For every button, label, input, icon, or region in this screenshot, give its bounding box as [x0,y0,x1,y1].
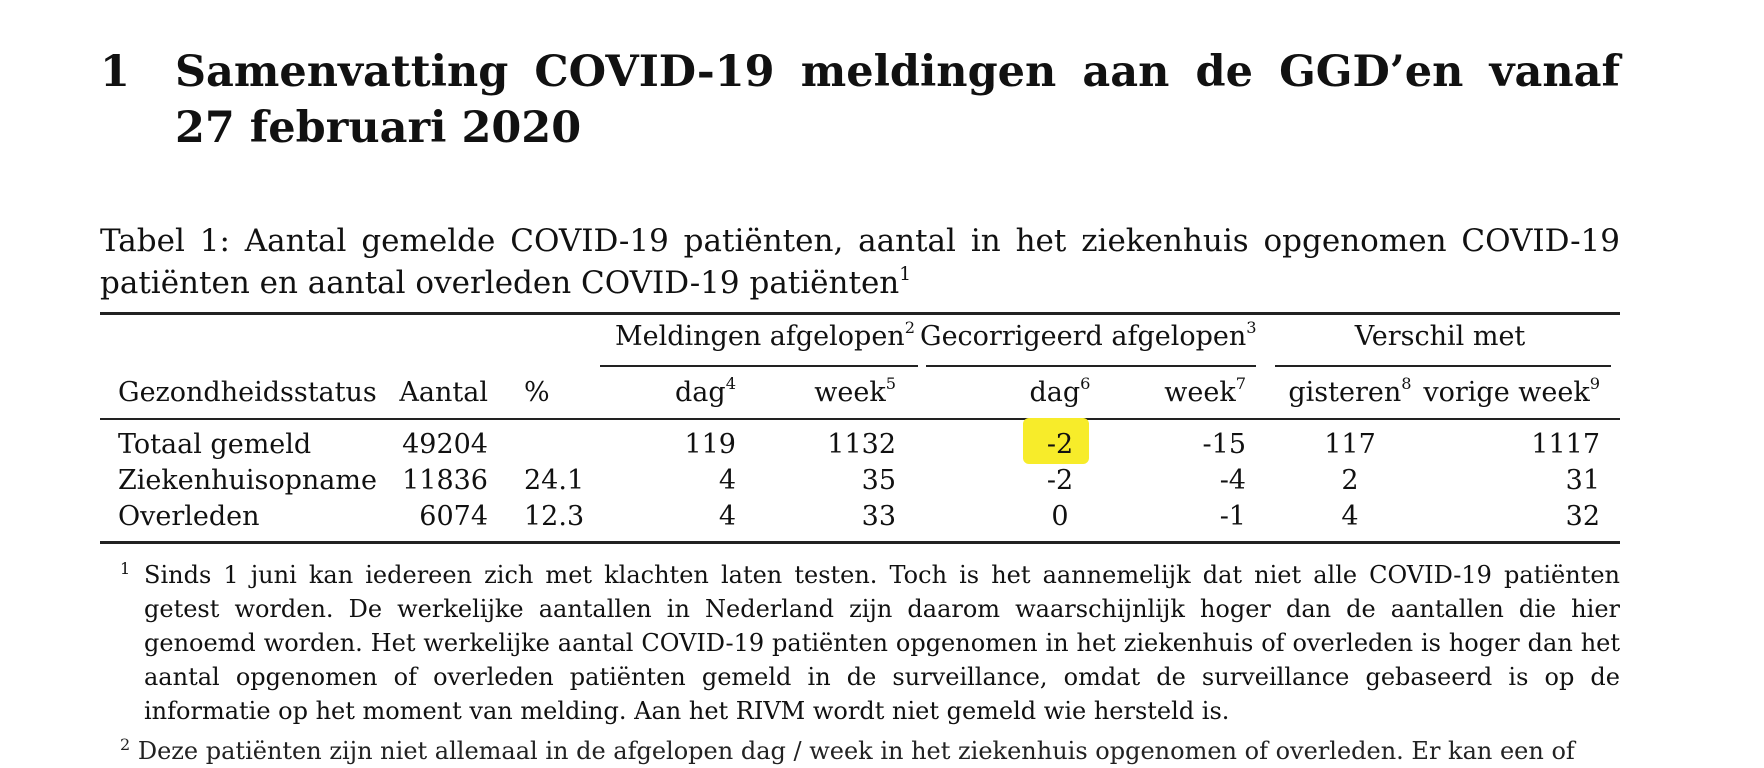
table-top-rule [100,312,1620,315]
row-meldingen-week: 35 [861,465,896,496]
table-caption [100,220,1620,304]
column-header-vorige-week [1420,376,1600,410]
group-rule-gecorrigeerd [926,365,1256,367]
footnote-ref-9: 9 [1589,374,1600,394]
column-header-meldingen-dag-label: dag [675,377,726,408]
column-header-gecorrigeerd-week [1120,376,1246,410]
footnote-ref-3: 3 [1246,318,1257,338]
row-meldingen-dag: 4 [718,501,736,532]
row-meldingen-week: 33 [861,501,896,532]
footnote-ref-6: 6 [1080,374,1091,394]
column-header-gisteren [1275,376,1425,410]
column-header-meldingen-week-label: week [814,377,886,408]
row-gisteren: 2 [1341,465,1359,496]
footnote-ref-7: 7 [1235,374,1246,394]
column-header-gecorrigeerd-week-label: week [1164,377,1236,408]
column-header-status-label: Gezondheidsstatus [118,377,377,408]
row-aantal: 49204 [402,429,488,460]
footnote-1-mark: 1 [120,559,131,578]
group-header-meldingen [600,320,930,354]
row-meldingen-dag: 119 [684,429,736,460]
footnote-2-text: Deze patiënten zijn niet allemaal in de afgelopen dag / week in het ziekenhuis opgenomen of overleden. Er kan een of [137,737,1575,765]
section-number: 1 [100,47,130,97]
row-status: Overleden [118,501,260,532]
row-vorige-week: 31 [1565,465,1600,496]
row-gisteren: 117 [1324,429,1376,460]
row-gecorrigeerd-dag: 0 [1051,501,1069,532]
footnote-ref-5: 5 [885,374,896,394]
row-status: Totaal gemeld [118,429,312,460]
row-pct: 12.3 [524,501,585,532]
table-bottom-rule [100,541,1620,544]
group-rule-meldingen [600,365,918,367]
group-header-verschil-label: Verschil met [1354,321,1526,352]
column-header-pct [524,376,550,410]
caption-footnote-ref: 1 [899,263,912,285]
group-header-meldingen-label: Meldingen afgelopen [614,321,905,352]
row-gisteren: 4 [1341,501,1359,532]
column-header-status [118,376,377,410]
footnote-1-text: Sinds 1 juni kan iedereen zich met klachten laten testen. Toch is het aannemelijk dat niet alle COVID-19 patiënten getest worden. De werkelijke aantallen in Nederland zijn daarom waarschijnlijk hoger dan de aantallen die hier genoemd worden. Het werkelijke aantal COVID-19 patiënten opgenomen in het ziekenhuis of overleden is hoger dan het aantal opgenomen of overleden patiënten gemeld in de surveillance, omdat de surveillance gebaseerd is op de informatie op het moment van melding. Aan het RIVM wordt niet gemeld wie hersteld is. [144,561,1620,725]
group-header-gecorrigeerd-label: Gecorrigeerd afgelopen [920,321,1247,352]
column-header-pct-label: % [524,377,550,408]
column-header-aantal [380,376,488,410]
column-header-meldingen-week [780,376,896,410]
column-header-meldingen-dag [620,376,736,410]
column-header-gisteren-label: gisteren [1288,377,1402,408]
row-vorige-week: 32 [1565,501,1600,532]
caption-text: Tabel 1: Aantal gemelde COVID-19 patiënten, aantal in het ziekenhuis opgenomen COVID-19 patiënten en aantal overleden COVID-19 patiënten [100,223,1620,301]
column-header-gecorrigeerd-dag-label: dag [1029,377,1081,408]
row-meldingen-dag: 4 [718,465,736,496]
footnote-2-mark: 2 [120,735,131,754]
column-header-gecorrigeerd-dag [990,376,1130,410]
row-gecorrigeerd-dag: -2 [1046,465,1074,496]
row-gecorrigeerd-dag: -2 [1046,429,1074,460]
group-rule-verschil [1275,365,1611,367]
row-vorige-week: 1117 [1531,429,1600,460]
row-gecorrigeerd-week: -4 [1219,465,1246,496]
row-meldingen-week: 1132 [827,429,896,460]
column-header-aantal-label: Aantal [399,377,488,408]
group-header-verschil [1270,320,1610,354]
row-aantal: 11836 [402,465,488,496]
row-aantal: 6074 [419,501,488,532]
footnote-2 [120,728,1620,768]
row-pct: 24.1 [524,465,585,496]
row-gecorrigeerd-week: -1 [1219,501,1246,532]
group-header-gecorrigeerd [920,318,1257,354]
footnote-ref-2: 2 [904,318,915,338]
row-status: Ziekenhuisopname [118,465,377,496]
footnote-ref-4: 4 [725,374,736,394]
table-header-rule [100,418,1620,420]
row-gecorrigeerd-week: -15 [1202,429,1246,460]
section-title: Samenvatting COVID-19 meldingen aan de GGD’en vanaf 27 februari 2020 [175,47,1620,153]
footnote-ref-8: 8 [1401,374,1412,394]
column-header-vorige-week-label: vorige week [1423,377,1590,408]
